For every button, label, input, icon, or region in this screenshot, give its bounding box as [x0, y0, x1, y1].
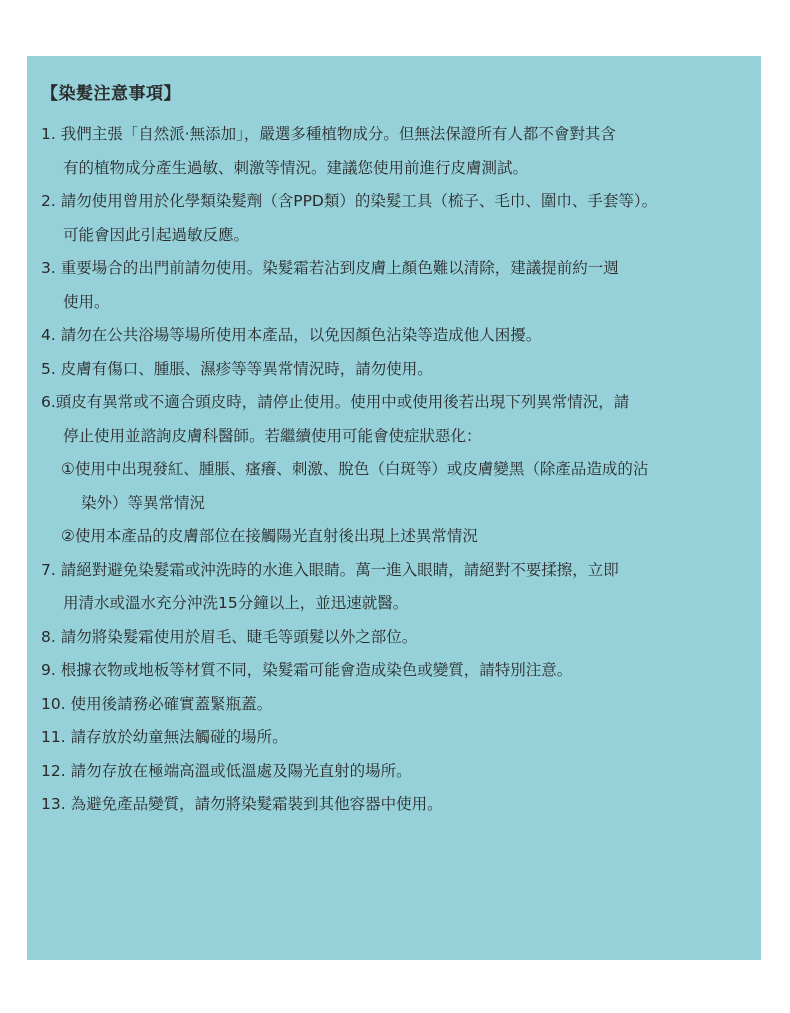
notice-item-5 [41, 353, 747, 387]
notice-item-2 [41, 185, 747, 252]
notice-line: 12. 請勿存放在極端高溫或低溫處及陽光直射的場所。 [41, 761, 412, 780]
notice-subitem-1 [41, 453, 747, 520]
notice-item-3 [41, 252, 747, 319]
notice-line: 8. 請勿將染髮霜使用於眉毛、睫毛等頭髮以外之部位。 [41, 627, 418, 646]
notice-item-10 [41, 688, 747, 722]
notice-line: 2. 請勿使用曾用於化學類染髮劑（含PPD類）的染髮工具（梳子、毛巾、圍巾、手套等）。 [41, 192, 658, 210]
notice-line-continuation: 有的植物成分產生過敏、刺激等情況。建議您使用前進行皮膚測試。 [63, 158, 529, 177]
notice-item-13 [41, 788, 747, 822]
notice-line: 4. 請勿在公共浴場等場所使用本產品，以免因顏色沾染等造成他人困擾。 [41, 326, 542, 344]
notice-item-11 [41, 721, 747, 755]
notice-item-12 [41, 755, 747, 789]
notice-subitem-2 [41, 520, 747, 554]
notice-list [41, 118, 747, 822]
hair-dye-notice-panel [27, 56, 761, 960]
notice-line: 7. 請絕對避免染髮霜或沖洗時的水進入眼睛。萬一進入眼睛，請絕對不要揉擦，立即 [41, 560, 619, 579]
notice-title: 【染髮注意事項】 [41, 84, 181, 104]
notice-line-continuation: 用清水或溫水充分沖洗15分鐘以上，並迅速就醫。 [63, 594, 409, 612]
notice-line-continuation: 停止使用並諮詢皮膚科醫師。若繼續使用可能會使症狀惡化： [63, 426, 482, 445]
notice-line: 13. 為避免產品變質，請勿將染髮霜裝到其他容器中使用。 [41, 795, 443, 813]
notice-line: 10. 使用後請務必確實蓋緊瓶蓋。 [41, 694, 273, 713]
notice-line: 1. 我們主張「自然派‧無添加」，嚴選多種植物成分。但無法保證所有人都不會對其含 [41, 125, 616, 143]
notice-item-4 [41, 319, 747, 353]
notice-item-7 [41, 554, 747, 621]
notice-line: 11. 請存放於幼童無法觸碰的場所。 [41, 728, 288, 746]
notice-item-9 [41, 654, 747, 688]
notice-item-6 [41, 386, 747, 453]
notice-line: ②使用本產品的皮膚部位在接觸陽光直射後出現上述異常情況 [61, 527, 478, 545]
notice-line: ①使用中出現發紅、腫脹、瘙癢、刺激、脫色（白斑等）或皮膚變黑（除產品造成的沾 [61, 460, 649, 478]
notice-line: 9. 根據衣物或地板等材質不同，染髮霜可能會造成染色或變質，請特別注意。 [41, 661, 573, 679]
notice-line: 3. 重要場合的出門前請勿使用。染髮霜若沾到皮膚上顏色難以清除，建議提前約一週 [41, 259, 619, 277]
notice-item-1 [41, 118, 747, 185]
notice-line-continuation: 使用。 [63, 292, 110, 311]
notice-line-continuation: 可能會因此引起過敏反應。 [63, 225, 250, 244]
notice-line: 5. 皮膚有傷口、腫脹、濕疹等等異常情況時，請勿使用。 [41, 359, 433, 378]
notice-line: 6.頭皮有異常或不適合頭皮時，請停止使用。使用中或使用後若出現下列異常情況，請 [41, 393, 630, 411]
notice-item-8 [41, 621, 747, 655]
notice-line-continuation: 染外）等異常情況 [81, 493, 206, 512]
